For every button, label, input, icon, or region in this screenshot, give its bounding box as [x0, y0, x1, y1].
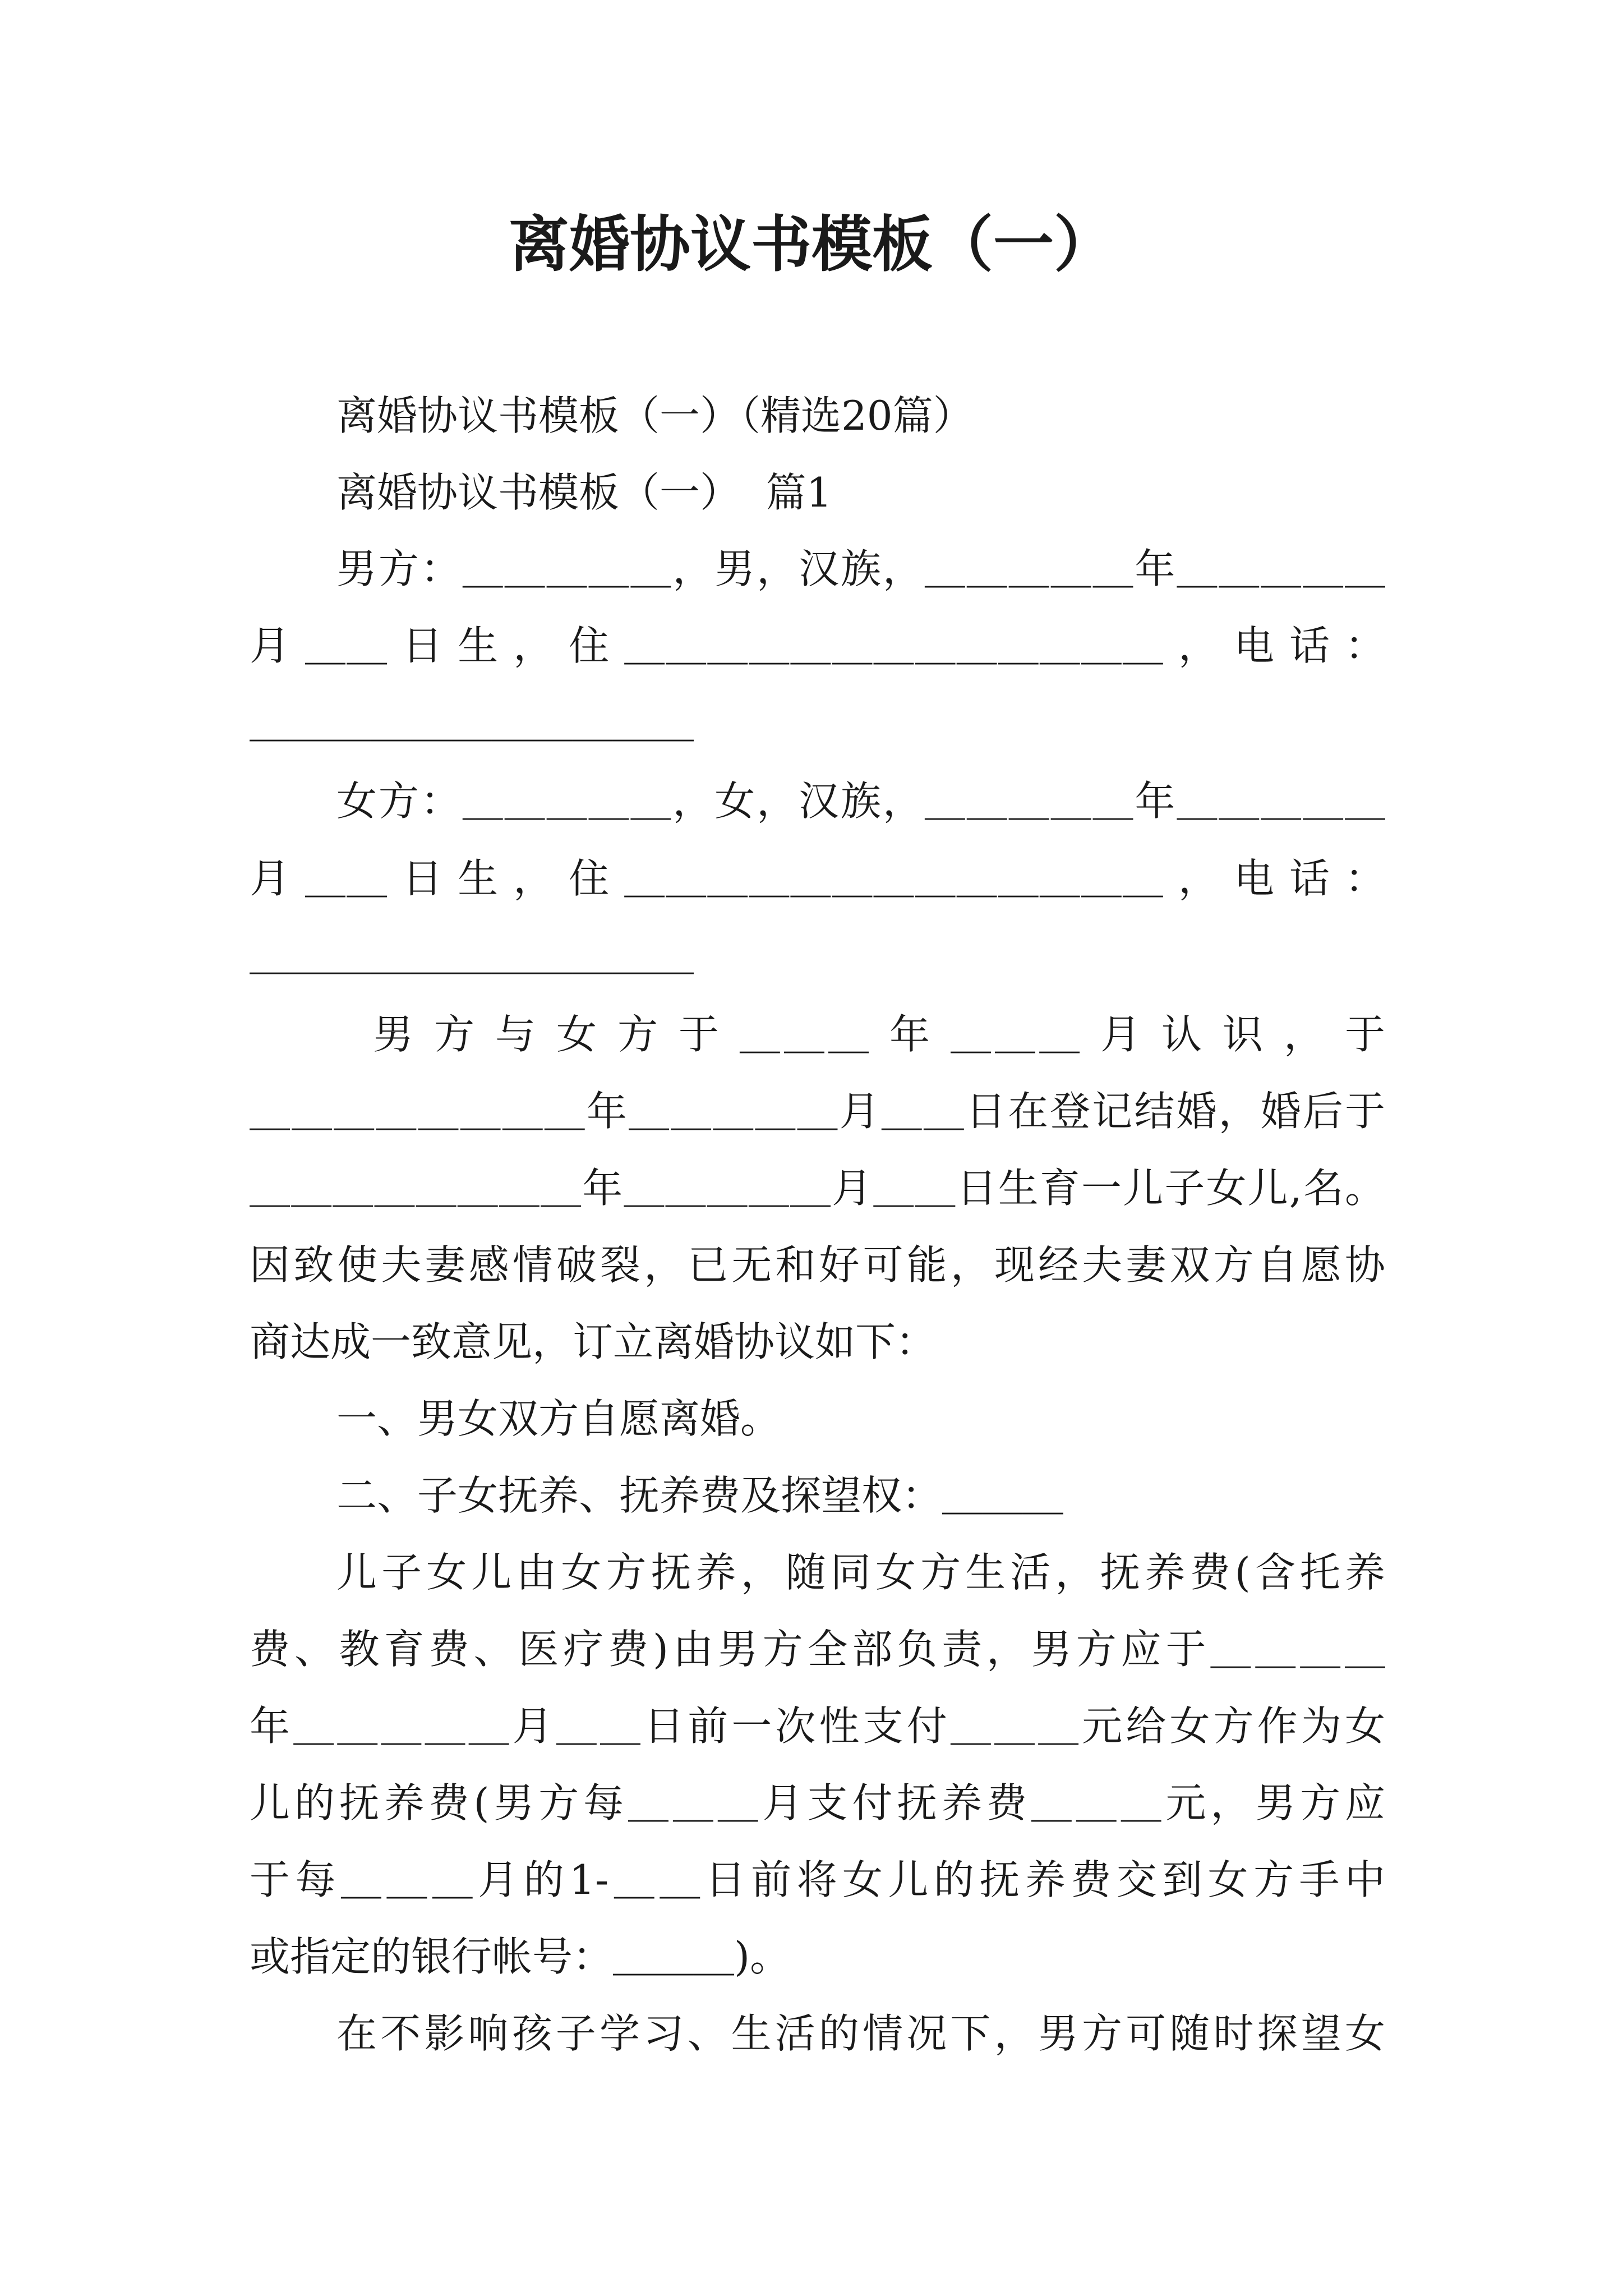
paragraph-line: 年＿＿＿＿＿月＿＿日前一次性支付＿＿＿元给女方作为女 [250, 1703, 1385, 1750]
paragraph-line: 在不影响孩子学习、生活的情况下，男方可随时探望女 [336, 2010, 1385, 2057]
paragraph-line: ＿＿＿＿＿＿＿＿年＿＿＿＿＿月＿＿日在登记结婚，婚后于 [250, 1088, 1385, 1135]
paragraph-line: 商达成一致意见，订立离婚协议如下： [250, 1318, 937, 1365]
male-party-line-3: ＿＿＿＿＿＿＿＿＿＿＿ [250, 699, 694, 746]
paragraph-line: 儿子女儿由女方抚养，随同女方生活，抚养费(含托养 [336, 1549, 1385, 1596]
paragraph-line: 于每＿＿＿月的1-＿＿日前将女儿的抚养费交到女方手中 [250, 1856, 1385, 1903]
section-heading: 离婚协议书模板（一） 篇1 [336, 469, 832, 516]
paragraph-line: 费、教育费、医疗费)由男方全部负责，男方应于＿＿＿＿ [250, 1626, 1385, 1673]
female-party-line-1: 女方：＿＿＿＿＿，女，汉族，＿＿＿＿＿年＿＿＿＿＿ [336, 777, 1385, 825]
paragraph-line: 儿的抚养费(男方每＿＿＿月支付抚养费＿＿＿元，男方应 [250, 1779, 1385, 1826]
paragraph-line: ＿＿＿＿＿＿＿＿年＿＿＿＿＿月＿＿日生育一儿子女儿,名。 [250, 1165, 1385, 1212]
clause-one: 一、男女双方自愿离婚。 [336, 1395, 781, 1442]
male-party-line-1: 男方：＿＿＿＿＿，男，汉族，＿＿＿＿＿年＿＿＿＿＿ [336, 545, 1385, 592]
paragraph-line: 因致使夫妻感情破裂，已无和好可能，现经夫妻双方自愿协 [250, 1241, 1385, 1289]
paragraph-line: 或指定的银行帐号：＿＿＿)。 [250, 1933, 791, 1980]
clause-two-heading: 二、子女抚养、抚养费及探望权：＿＿＿ [336, 1472, 1064, 1519]
female-party-line-2: 月 ＿＿ 日 生 ， 住 ＿＿＿＿＿＿＿＿＿＿＿＿＿ ， 电 话 ： [250, 855, 1385, 902]
female-party-line-3: ＿＿＿＿＿＿＿＿＿＿＿ [250, 932, 694, 979]
male-party-line-2: 月 ＿＿ 日 生 ， 住 ＿＿＿＿＿＿＿＿＿＿＿＿＿ ， 电 话 ： [250, 622, 1385, 669]
document-title: 离婚协议书模板（一） [508, 210, 1114, 280]
paragraph-line: 男 方 与 女 方 于 ＿＿＿ 年 ＿＿＿ 月 认 识 ， 于 [373, 1011, 1385, 1058]
subtitle-line: 离婚协议书模板（一）（精选20篇） [336, 392, 974, 439]
